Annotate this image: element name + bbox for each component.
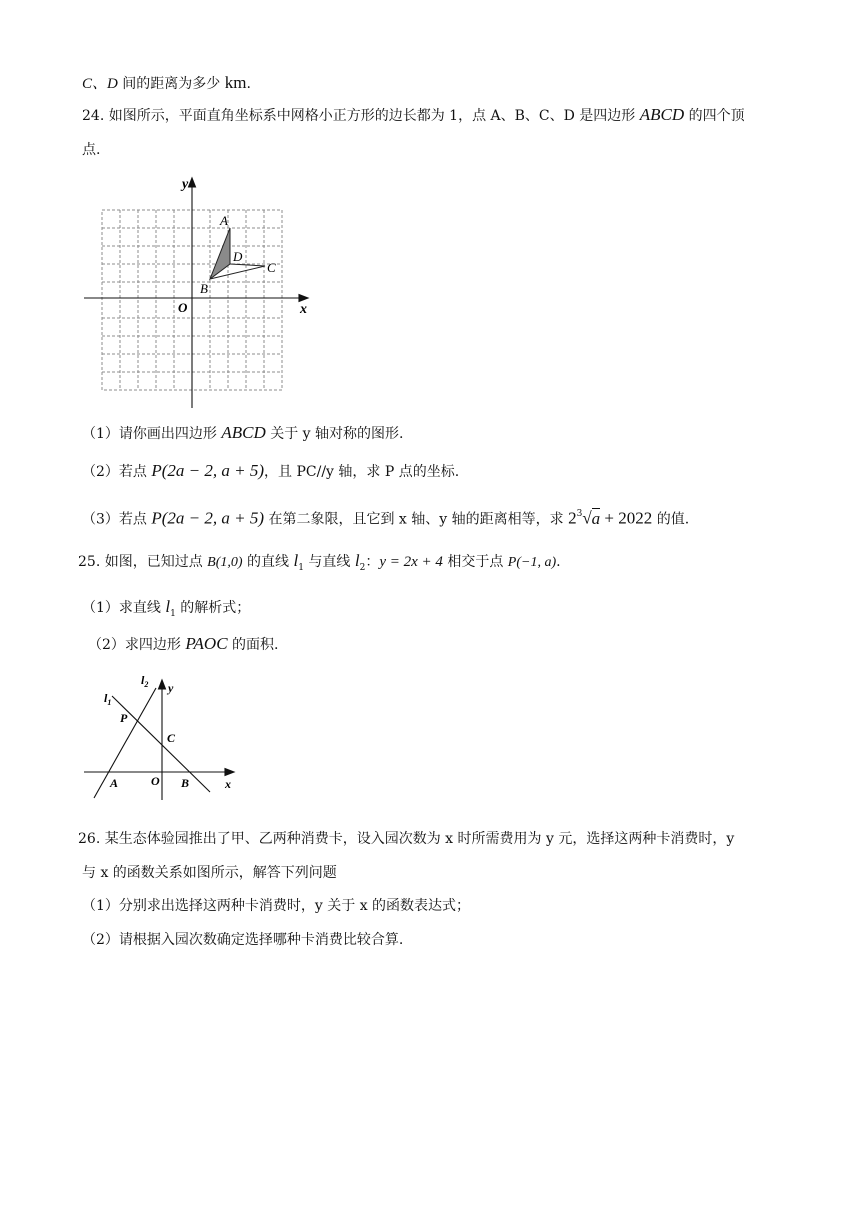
q25-l1: l [293, 551, 299, 570]
q25-stem-text4: ： [365, 554, 380, 570]
q25-l2: l [354, 551, 360, 570]
q25-fig-l2: $l_2$ [141, 673, 149, 689]
q25-point-b: B(1,0) [207, 555, 243, 570]
q24-quad-name: ABCD [639, 105, 685, 124]
q24-part2-text-end: ，且 PC//y 轴，求 P 点的坐标. [264, 464, 460, 480]
quad-shaded-region [210, 228, 230, 279]
q25-part1-l1: l [165, 597, 171, 616]
q24-root-radicand: a [591, 508, 601, 528]
q24-stem-line1 [82, 105, 745, 126]
q25-stem [78, 551, 561, 578]
q25-equation: y = 2x + 4 [379, 554, 443, 570]
q25-stem-text5: 相交于点 [442, 554, 508, 570]
q26-stem-line1: 26. 某生态体验园推出了甲、乙两种消费卡，设入园次数为 x 时所需费用为 y 元，选择这两种卡消费时，y [78, 831, 735, 847]
q25-part2-text: （2）求四边形 [88, 637, 186, 653]
q25-stem-end: . [556, 554, 561, 570]
q24-part3 [82, 506, 689, 530]
q24-part2-text: （2）若点 [82, 464, 152, 480]
q24-part3-point: P(2a − 2, a + 5) [151, 508, 265, 528]
q24-label-x: x [300, 302, 307, 317]
q25-stem-text3: 与直线 [303, 554, 355, 570]
q23-text: 间的距离为多少 [117, 76, 225, 92]
q25-part2-quad: PAOC [185, 634, 228, 653]
q24-root-index: 3 [576, 509, 583, 519]
q25-lines-figure [80, 672, 240, 804]
q24-stem-text: 24. 如图所示，平面直角坐标系中网格小正方形的边长都为 1，点 A、B、C、D 是四边形 [82, 108, 640, 124]
q26-part2: （2）请根据入园次数确定选择哪种卡消费比较合算. [82, 932, 404, 948]
q25-fig-c: C [167, 731, 176, 745]
q25-l1-sub: 1 [298, 562, 304, 573]
q23-tail-line [82, 73, 251, 94]
q24-root-tail: + 2022 [600, 508, 653, 528]
q25-fig-b: B [181, 776, 190, 790]
q25-fig-x: x [225, 777, 231, 791]
q24-label-a: A [220, 213, 228, 228]
q25-fig-a: A [110, 776, 119, 790]
q24-part1 [82, 423, 403, 444]
q23-points: C、D [82, 76, 118, 92]
q24-part3-text-mid: 在第二象限，且它到 x 轴、y 轴的距离相等，求 [264, 511, 569, 528]
q24-part1-text: （1）请你画出四边形 [82, 426, 222, 442]
q24-part2-point: P(2a − 2, a + 5) [151, 461, 265, 480]
q24-root-sign: √ [582, 508, 592, 528]
q25-l2-sub: 2 [359, 562, 366, 573]
q26-part1: （1）分别求出选择这两种卡消费时，y 关于 x 的函数表达式； [82, 898, 471, 914]
q24-label-origin: O [178, 300, 188, 315]
q25-point-p: P(−1, a) [507, 555, 557, 570]
q24-stem-line2: 点. [82, 142, 101, 158]
q25-fig-l1: $l_1$ [104, 691, 112, 707]
q24-label-b: B [200, 281, 208, 296]
q24-label-y: y [182, 177, 189, 192]
q25-part2-text-end: 的面积. [227, 637, 279, 653]
q25-part1-text: （1）求直线 [82, 600, 166, 616]
q24-part3-text-end: 的值. [652, 511, 690, 528]
q24-axes [84, 178, 308, 408]
q24-part2 [82, 461, 459, 482]
q24-part1-text-end: 关于 y 轴对称的图形. [265, 426, 404, 442]
q24-part1-quad: ABCD [221, 423, 266, 442]
q23-unit: km [224, 73, 247, 92]
q24-coordinate-figure [80, 172, 320, 412]
q25-part2 [88, 634, 278, 655]
q25-fig-o: O [151, 774, 160, 788]
q24-label-d: D [233, 249, 243, 264]
q25-stem-text2: 的直线 [242, 554, 294, 570]
q26-stem-line2: 与 x 的函数关系如图所示，解答下列问题 [82, 865, 337, 881]
q24-stem-end: 的四个顶 [684, 108, 745, 124]
q25-stem-text: 25. 如图，已知过点 [78, 554, 208, 570]
q25-fig-p: P [120, 711, 128, 725]
q23-end: . [246, 76, 251, 92]
q24-label-c: C [267, 260, 276, 275]
q24-part3-text: （3）若点 [82, 511, 152, 528]
q25-fig-y: y [168, 681, 174, 695]
q25-part1-text-end: 的解析式； [175, 600, 251, 616]
q25-part1 [82, 597, 250, 624]
q24-root-coef: 2 [568, 508, 577, 528]
q25-part1-l1-sub: 1 [170, 608, 176, 619]
